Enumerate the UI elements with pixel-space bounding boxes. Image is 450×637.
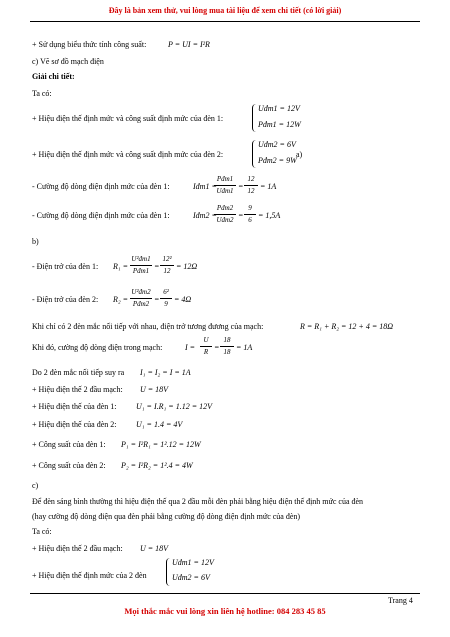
text-line: - Điện trở của đèn 1:	[32, 262, 99, 271]
frac-num: 6²	[163, 288, 169, 296]
frac-bar	[244, 185, 258, 186]
text-line: b)	[32, 237, 39, 246]
frac-num: 9	[248, 204, 252, 212]
formula-rhs: = 1A	[260, 182, 277, 191]
text-line: - Cường độ dòng điện định mức của đèn 1:	[32, 211, 170, 220]
text-line: Khi chỉ có 2 đèn mắc nối tiếp với nhau, điện trở tương đương của mạch:	[32, 322, 264, 331]
formula-lhs: Iđm2 =	[193, 211, 217, 220]
formula-rhs: = 12Ω	[176, 262, 198, 271]
text-line: Do 2 đèn mắc nối tiếp suy ra	[32, 368, 125, 377]
frac-bar	[200, 346, 212, 347]
formula-p1calc: P₁ = I²R₁ = 1².12 = 12W	[121, 440, 201, 449]
text-line: + Công suất của đèn 1:	[32, 440, 106, 449]
formula-u: U = 18V	[140, 385, 169, 394]
formula-eq: =	[154, 262, 160, 271]
frac-den: 18	[223, 348, 231, 356]
formula-rhs: = 1,5A	[258, 211, 281, 220]
formula-p2: Pđm2 = 9W	[258, 156, 297, 165]
page-number: Trang 4	[388, 596, 413, 605]
formula-u2calc: U₁ = 1.4 = 4V	[136, 420, 183, 429]
frac-bar	[214, 185, 236, 186]
text-line: + Hiệu điện thế định mức và công suất định mức của đèn 2:	[32, 150, 224, 159]
frac-den: 12	[247, 187, 255, 195]
formula-lhs: R₂ =	[113, 295, 129, 304]
frac-num: U	[203, 336, 209, 344]
header-rule	[30, 21, 420, 22]
brace	[166, 558, 170, 586]
frac-num: 12²	[162, 255, 172, 263]
formula-rhs: = 1A	[236, 343, 253, 352]
frac-num: 18	[223, 336, 231, 344]
text-line: Để đèn sáng bình thường thì hiệu điện thế qua 2 đầu mỗi đèn phải bằng hiệu điện thế định mức của đèn	[32, 497, 364, 506]
formula-u1rated: Uđm1 = 12V	[172, 558, 214, 567]
text-line: c)	[32, 481, 39, 490]
formula-rhs: = 4Ω	[174, 295, 192, 304]
label-a: a)	[296, 150, 303, 159]
formula-power: P = UI = I²R	[168, 40, 210, 49]
formula-u1: Uđm1 = 12V	[258, 104, 300, 113]
frac-num: U²đm1	[131, 255, 151, 263]
text-line: + Hiệu điện thế định mức của 2 đèn	[32, 571, 147, 580]
frac-bar	[130, 298, 152, 299]
frac-den: Uđm1	[216, 187, 234, 195]
text-line: - Điện trở của đèn 2:	[32, 295, 99, 304]
text-line: Ta có:	[32, 527, 52, 536]
formula-p2calc: P₂ = I²R₂ = 1².4 = 4W	[121, 461, 193, 470]
formula-u2rated: Uđm2 = 6V	[172, 573, 210, 582]
frac-bar	[160, 265, 174, 266]
text-line: + Công suất của đèn 2:	[32, 461, 106, 470]
formula-u2: Uđm2 = 6V	[258, 140, 296, 149]
preview-banner: Đây là bản xem thử, vui lòng mua tài liệu để xem chi tiết (có lời giải)	[108, 6, 342, 15]
frac-num: Pđm1	[216, 175, 234, 183]
hotline-footer: Mọi thắc mắc vui lòng xin liên hệ hotline: 084 283 45 85	[124, 606, 326, 616]
section-heading: Giải chi tiết:	[32, 72, 75, 81]
frac-num: U²đm2	[131, 288, 151, 296]
text-line: + Hiệu điện thế 2 đầu mạch:	[32, 544, 123, 553]
formula-series: I₁ = I₂ = I = 1A	[140, 368, 191, 377]
formula-u: U = 18V	[140, 544, 169, 553]
text-line: (hay cường độ dòng điện qua đèn phải bằng cường độ dòng điện định mức của đèn)	[32, 512, 301, 521]
text-line: + Hiệu điện thế của đèn 2:	[32, 420, 117, 429]
text-line: + Sử dụng biểu thức tính công suất:	[32, 40, 147, 49]
formula-req: R = R₁ + R₂ = 12 + 4 = 18Ω	[300, 322, 393, 331]
frac-num: Pđm2	[216, 204, 234, 212]
footer-rule	[30, 593, 420, 594]
formula-eq: =	[238, 182, 244, 191]
frac-den: Uđm2	[216, 216, 234, 224]
frac-bar	[130, 265, 152, 266]
frac-den: 12	[163, 267, 171, 275]
formula-eq: =	[154, 295, 160, 304]
brace	[252, 104, 256, 132]
formula-lhs: I =	[185, 343, 196, 352]
frac-den: 6	[248, 216, 252, 224]
text-line: c) Vẽ sơ đồ mạch điện	[32, 57, 104, 66]
text-line: Khi đó, cường độ dòng điện trong mạch:	[32, 343, 163, 352]
frac-bar	[214, 214, 236, 215]
formula-lhs: Iđm1 =	[193, 182, 217, 191]
frac-num: 12	[247, 175, 255, 183]
formula-lhs: R₁ =	[113, 262, 129, 271]
frac-den: 9	[164, 300, 168, 308]
frac-den: R	[203, 348, 209, 356]
text-line: + Hiệu điện thế định mức và công suất định mức của đèn 1:	[32, 114, 224, 123]
text-line: + Hiệu điện thế 2 đầu mạch:	[32, 385, 123, 394]
frac-den: Pđm2	[132, 300, 150, 308]
formula-eq: =	[214, 343, 220, 352]
formula-eq: =	[238, 211, 244, 220]
frac-bar	[160, 298, 172, 299]
text-line: Ta có:	[32, 89, 52, 98]
brace	[252, 140, 256, 168]
frac-bar	[220, 346, 234, 347]
formula-p1: Pđm1 = 12W	[258, 120, 301, 129]
frac-bar	[244, 214, 256, 215]
formula-u1calc: U₁ = I.R₁ = 1.12 = 12V	[136, 402, 212, 411]
frac-den: Pđm1	[132, 267, 150, 275]
text-line: - Cường độ dòng điện định mức của đèn 1:	[32, 182, 170, 191]
text-line: + Hiệu điện thế của đèn 1:	[32, 402, 117, 411]
